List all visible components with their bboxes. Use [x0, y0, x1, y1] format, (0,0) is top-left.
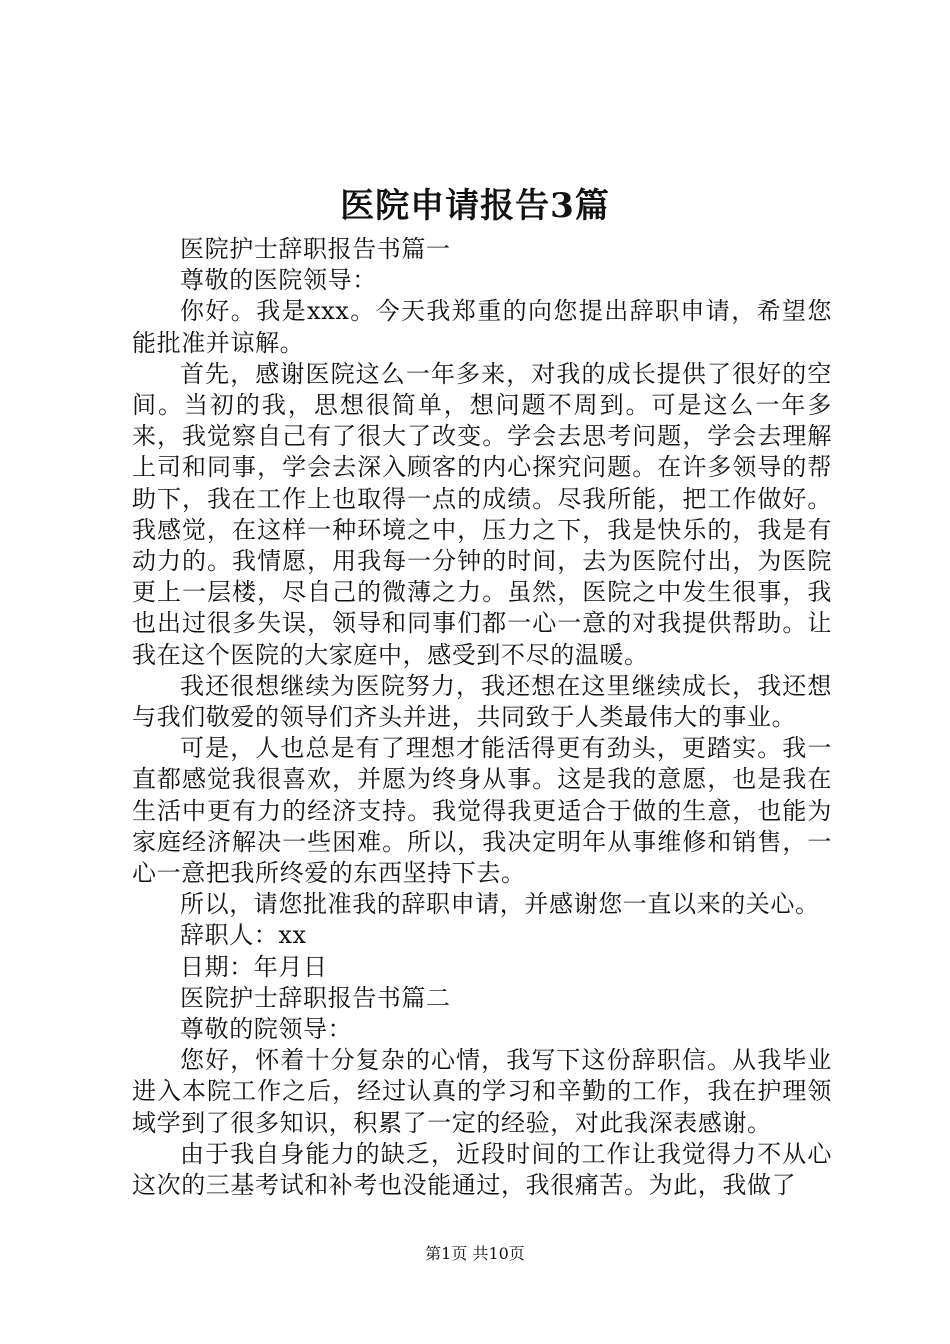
paragraph: 由于我自身能力的缺乏，近段时间的工作让我觉得力不从心这次的三基考试和补考也没能通过，我很痛苦。为此，我做了 — [132, 1139, 832, 1200]
date-line: 日期：年月日 — [180, 952, 328, 981]
page-number-footer: 第1页 共10页 — [425, 1244, 525, 1263]
signature-line: 辞职人：xx — [180, 921, 307, 950]
document-body — [132, 234, 832, 1201]
document-title: 医院申请报告3篇 — [340, 186, 610, 226]
paragraph: 您好，怀着十分复杂的心情，我写下这份辞职信。从我毕业进入本院工作之后，经过认真的学习和辛勤的工作，我在护理领域学到了很多知识，积累了一定的经验，对此我深表感谢。 — [132, 1046, 832, 1137]
salutation-2: 尊敬的院领导： — [180, 1015, 353, 1044]
paragraph: 可是，人也总是有了理想才能活得更有劲头，更踏实。我一直都感觉我很喜欢，并愿为终身从事。这是我的意愿，也是我在生活中更有力的经济支持。我觉得我更适合于做的生意，也能为家庭经济解决一些困难。所以，我决定明年从事维修和销售，一心一意把我所终爱的东西坚持下去。 — [132, 734, 832, 888]
section-heading-1: 医院护士辞职报告书篇一 — [180, 235, 451, 263]
paragraph: 所以，请您批准我的辞职申请，并感谢您一直以来的关心。 — [180, 890, 820, 919]
paragraph: 我还很想继续为医院努力，我还想在这里继续成长，我还想与我们敬爱的领导们齐头并进，共同致于人类最伟大的事业。 — [132, 671, 832, 732]
section-heading-2: 医院护士辞职报告书篇二 — [180, 983, 451, 1012]
paragraph: 首先，感谢医院这么一年多来，对我的成长提供了很好的空间。当初的我，思想很简单，想问题不周到。可是这么一年多来，我觉察自己有了很大了改变。学会去思考问题，学会去理解上司和同事，学会去深入顾客的内心探究问题。在许多领导的帮助下，我在工作上也取得一点的成绩。尽我所能，把工作做好。我感觉，在这样一种环境之中，压力之下，我是快乐的，我是有动力的。我情愿，用我每一分钟的时间，去为医院付出，为医院更上一层楼，尽自己的微薄之力。虽然，医院之中发生很事，我也出过很多失误，领导和同事们都一心一意的对我提供帮助。让我在这个医院的大家庭中，感受到不尽的温暖。 — [132, 359, 832, 669]
salutation-1: 尊敬的医院领导： — [180, 266, 377, 295]
paragraph: 你好。我是xxx。今天我郑重的向您提出辞职申请，希望您能批准并谅解。 — [132, 297, 832, 357]
